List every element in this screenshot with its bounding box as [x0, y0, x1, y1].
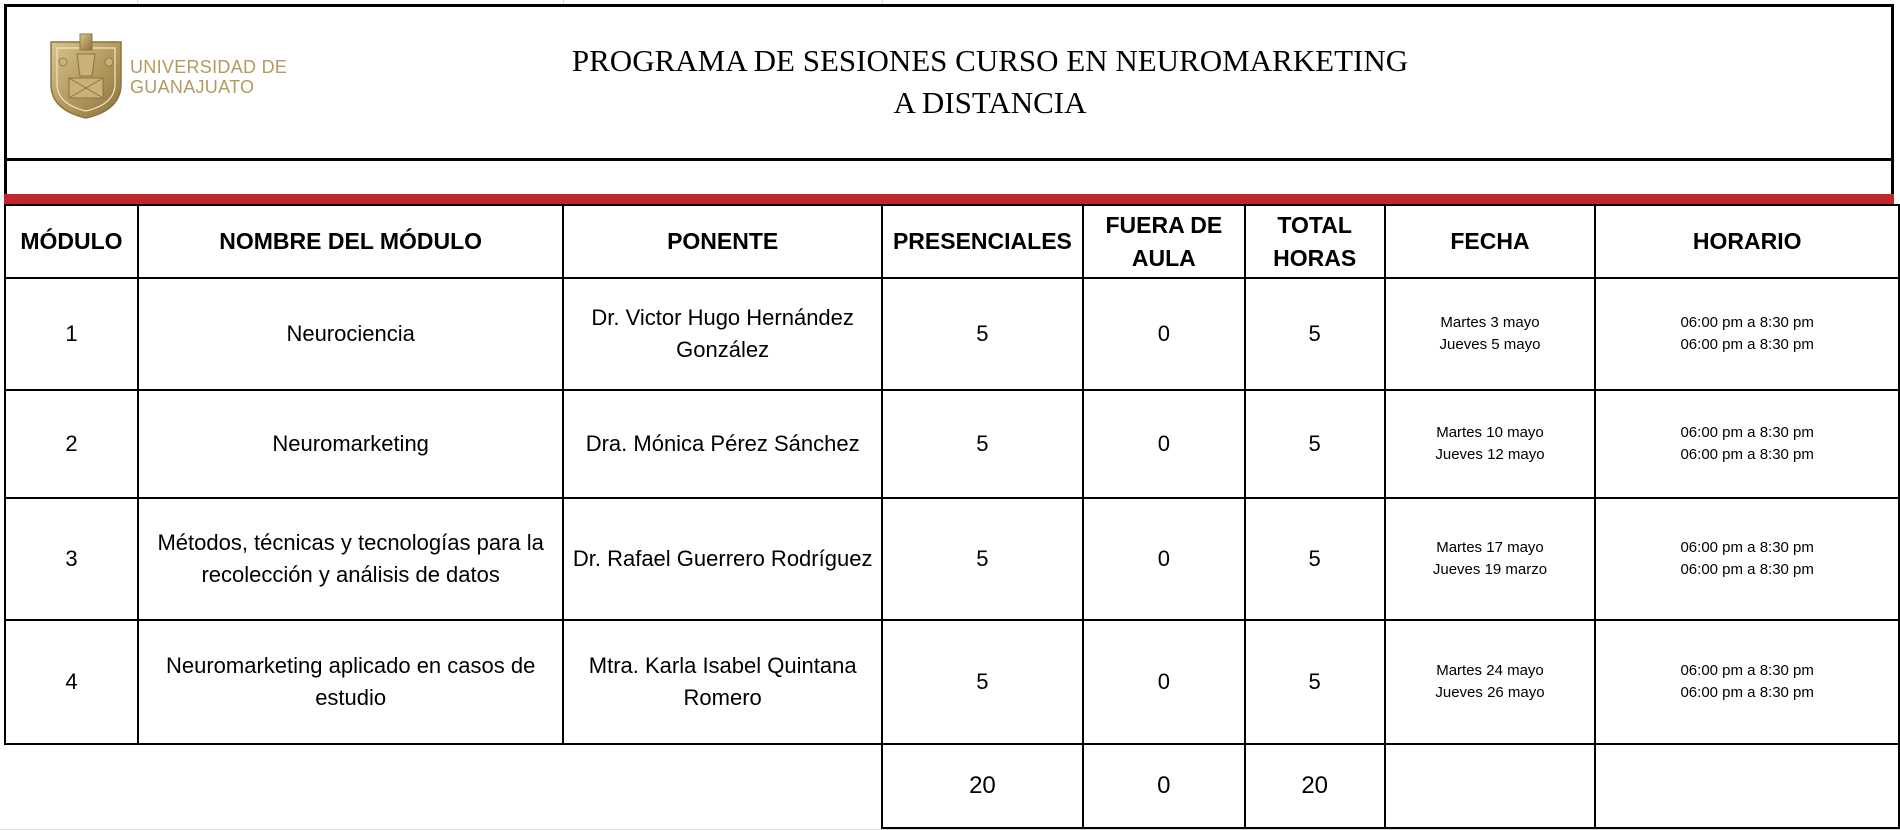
total-fuera: 0	[1083, 744, 1245, 828]
header-total-horas	[1245, 205, 1385, 278]
cell-horario-line2: 06:00 pm a 8:30 pm	[1680, 561, 1814, 578]
cell-nombre	[138, 498, 563, 620]
total-presenciales: 20	[882, 744, 1083, 828]
cell-ponente-line1: Dra. Mónica Pérez Sánchez	[585, 431, 860, 456]
cell-ponente	[563, 390, 882, 498]
cell-horario-line2: 06:00 pm a 8:30 pm	[1680, 684, 1814, 701]
table-row	[5, 620, 1899, 744]
cell-nombre-line1: Neuromarketing aplicado en casos de estudio	[166, 653, 536, 710]
page-title-line1: PROGRAMA DE SESIONES CURSO EN NEUROMARKETING	[571, 43, 1409, 78]
cell-horario	[1595, 390, 1899, 498]
cell-fecha-line1: Martes 17 mayo	[1436, 539, 1544, 556]
header-fecha: FECHA	[1385, 205, 1596, 278]
cell-ponente-line1: Dr. Rafael Guerrero Rodríguez	[572, 546, 873, 571]
cell-fecha	[1385, 390, 1596, 498]
cell-fuera: 0	[1083, 498, 1245, 620]
cell-modulo: 3	[5, 498, 138, 620]
cell-total: 5	[1245, 498, 1385, 620]
cell-fecha-line1: Martes 24 mayo	[1436, 662, 1544, 679]
header-presenciales: PRESENCIALES	[882, 205, 1083, 278]
cell-ponente-line2: Romero	[683, 685, 762, 710]
cell-horario-line2: 06:00 pm a 8:30 pm	[1680, 336, 1814, 353]
accent-band	[4, 194, 1894, 204]
table-row	[5, 278, 1899, 390]
table-row	[5, 498, 1899, 620]
university-name	[130, 57, 287, 97]
cell-modulo: 2	[5, 390, 138, 498]
cell-ponente	[563, 278, 882, 390]
cell-ponente	[563, 620, 882, 744]
header-spacer-row	[4, 161, 1894, 194]
cell-horario	[1595, 620, 1899, 744]
cell-fecha-line2: Jueves 5 mayo	[1439, 336, 1541, 353]
header-horario: HORARIO	[1595, 205, 1899, 278]
page-title	[400, 40, 1580, 124]
university-name-line1: UNIVERSIDAD DE	[130, 57, 288, 77]
page-title-line2: A DISTANCIA	[893, 85, 1087, 120]
header-fuera-line1: FUERA DE	[1105, 211, 1223, 238]
empty-cell	[138, 744, 563, 828]
table-row	[5, 390, 1899, 498]
cell-fecha-line2: Jueves 26 mayo	[1435, 684, 1545, 701]
cell-nombre	[138, 278, 563, 390]
cell-fecha-line1: Martes 3 mayo	[1440, 314, 1540, 331]
cell-presenciales: 5	[882, 620, 1083, 744]
cell-modulo: 4	[5, 620, 138, 744]
total-fecha-empty	[1385, 744, 1596, 828]
cell-horario-line2: 06:00 pm a 8:30 pm	[1680, 446, 1814, 463]
cell-modulo: 1	[5, 278, 138, 390]
cell-horario-line1: 06:00 pm a 8:30 pm	[1680, 314, 1814, 331]
cell-fecha-line2: Jueves 19 marzo	[1432, 561, 1548, 578]
cell-fecha-line1: Martes 10 mayo	[1436, 424, 1544, 441]
empty-cell	[5, 744, 138, 828]
cell-total: 5	[1245, 278, 1385, 390]
cell-ponente-line2: González	[676, 337, 770, 362]
cell-fuera: 0	[1083, 620, 1245, 744]
cell-total: 5	[1245, 620, 1385, 744]
cell-horario	[1595, 278, 1899, 390]
cell-nombre-line2: recolección y análisis de datos	[201, 562, 500, 587]
cell-nombre	[138, 390, 563, 498]
schedule-table	[4, 204, 1900, 829]
cell-nombre	[138, 620, 563, 744]
cell-horario-line1: 06:00 pm a 8:30 pm	[1680, 662, 1814, 679]
total-horario-empty	[1595, 744, 1899, 828]
cell-fecha	[1385, 278, 1596, 390]
cell-nombre-line1: Neuromarketing	[272, 431, 429, 456]
cell-ponente-line1: Dr. Victor Hugo Hernández	[591, 305, 854, 330]
cell-ponente-line1: Mtra. Karla Isabel Quintana	[588, 653, 857, 678]
cell-fuera: 0	[1083, 390, 1245, 498]
university-crest-icon	[47, 32, 125, 120]
cell-nombre-line1: Neurociencia	[286, 321, 415, 346]
header-fuera-line2: AULA	[1131, 244, 1196, 271]
cell-horario-line1: 06:00 pm a 8:30 pm	[1680, 539, 1814, 556]
header-modulo: MÓDULO	[5, 205, 138, 278]
cell-presenciales: 5	[882, 390, 1083, 498]
header-nombre: NOMBRE DEL MÓDULO	[138, 205, 563, 278]
table-header-row	[5, 205, 1899, 278]
cell-horario	[1595, 498, 1899, 620]
cell-ponente	[563, 498, 882, 620]
cell-presenciales: 5	[882, 498, 1083, 620]
header-total-line2: HORAS	[1273, 244, 1357, 271]
empty-cell	[563, 744, 882, 828]
cell-nombre-line1: Métodos, técnicas y tecnologías para la	[157, 530, 544, 555]
cell-presenciales: 5	[882, 278, 1083, 390]
total-horas: 20	[1245, 744, 1385, 828]
cell-horario-line1: 06:00 pm a 8:30 pm	[1680, 424, 1814, 441]
cell-fecha-line2: Jueves 12 mayo	[1435, 446, 1545, 463]
cell-fecha	[1385, 620, 1596, 744]
header-ponente: PONENTE	[563, 205, 882, 278]
cell-fuera: 0	[1083, 278, 1245, 390]
university-name-line2: GUANAJUATO	[130, 77, 255, 97]
cell-total: 5	[1245, 390, 1385, 498]
header-fuera-de-aula	[1083, 205, 1245, 278]
header-total-line1: TOTAL	[1277, 211, 1352, 238]
cell-fecha	[1385, 498, 1596, 620]
totals-row	[5, 744, 1899, 828]
